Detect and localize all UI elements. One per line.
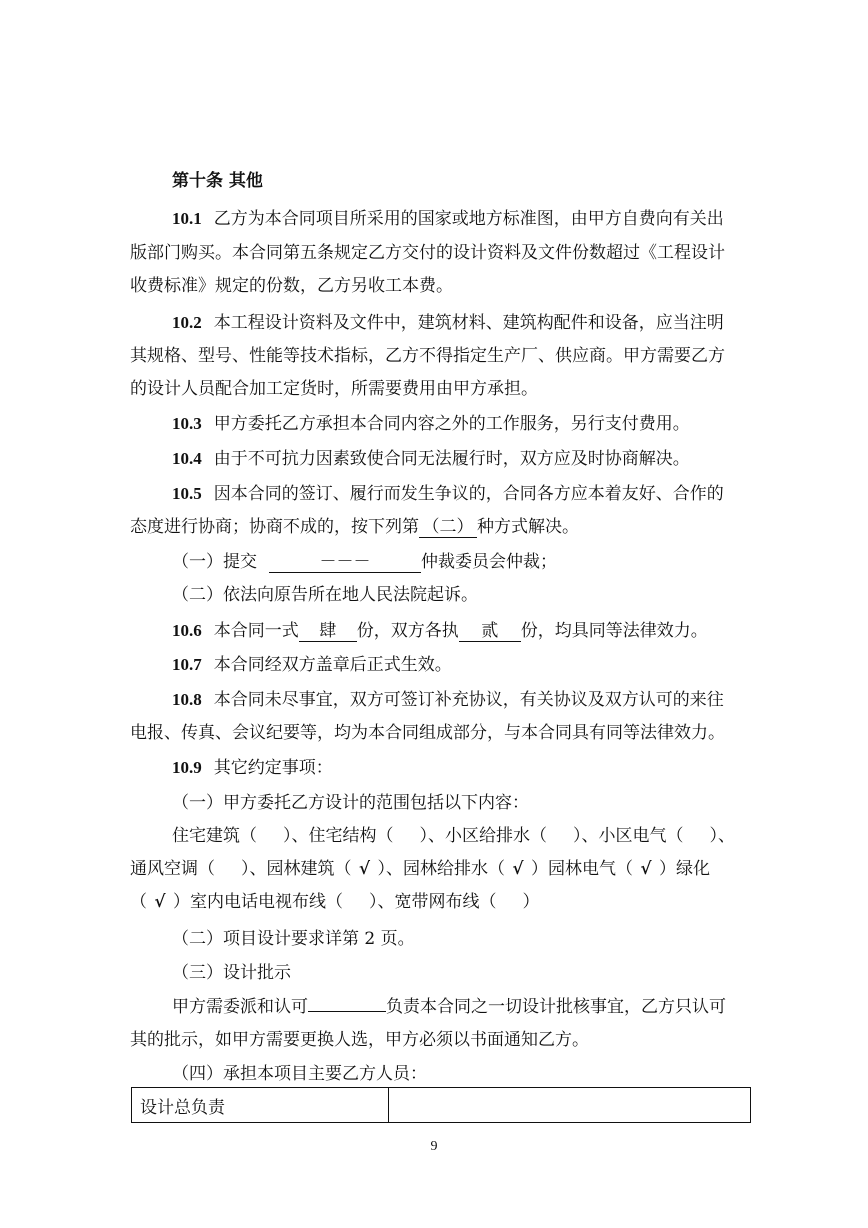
clause-10-5-line-2 [130, 516, 750, 538]
clause-text: 本合同未尽事宜，双方可签订补充协议，有关协议及双方认可的来往 [213, 690, 724, 710]
design-requirements: （二）项目设计要求详第 2 页。 [172, 929, 415, 949]
clause-text: 甲方委托乙方承担本合同内容之外的工作服务，另行支付费用。 [213, 414, 690, 434]
clause-number: 10.7 [172, 655, 202, 674]
staff-role-cell: 设计总负责 [132, 1088, 389, 1123]
scope-item-text: 通风空调（ [130, 859, 215, 879]
clause-number: 10.6 [172, 621, 202, 640]
dispute-method-choice: （二） [419, 517, 477, 538]
clause-10-1-line-3: 收费标准》规定的份数，乙方另收工本费。 [130, 276, 453, 296]
clause-text: 份，均具同等法律效力。 [520, 621, 708, 641]
scope-item-text: ）室内电话电视布线（ [173, 892, 343, 912]
clause-text: 本合同经双方盖章后正式生效。 [213, 655, 452, 675]
design-approval-line-2: 其的批示，如甲方需要更换人选，甲方必须以书面通知乙方。 [130, 1030, 589, 1050]
check-mark-icon: √ [640, 859, 652, 879]
scope-item-text: ）绿化 [659, 859, 710, 879]
clause-number: 10.5 [172, 484, 202, 503]
staff-title: （四）承担本项目主要乙方人员： [172, 1064, 427, 1084]
scope-item-text: ）、小区电气（ [573, 826, 684, 846]
approval-text: 甲方需委派和认可 [172, 997, 308, 1017]
design-approval-title: （三）设计批示 [172, 963, 291, 983]
clause-number: 10.9 [172, 758, 202, 777]
clause-10-2-line-2: 其规格、型号、性能等技术指标，乙方不得指定生产厂、供应商。甲方需要乙方 [130, 346, 725, 366]
scope-item-text: ）、园林给排水（ [377, 859, 505, 879]
clause-text: 份，双方各执 [356, 621, 459, 641]
total-copies-blank: 肆 [299, 621, 357, 642]
clause-number: 10.1 [172, 209, 202, 228]
design-scope-line-1 [172, 825, 792, 847]
clause-10-1-line-2: 版部门购买。本合同第五条规定乙方交付的设计资料及文件份数超过《工程设计 [130, 243, 725, 263]
clause-10-6 [172, 620, 750, 642]
clause-text: 本合同一式 [213, 621, 299, 641]
copies-each-blank: 贰 [459, 621, 521, 642]
clause-10-5 [172, 483, 750, 505]
clause-text: 由于不可抗力因素致使合同无法履行时，双方应及时协商解决。 [213, 449, 690, 469]
check-mark-icon: √ [512, 859, 524, 879]
option-text: 仲裁委员会仲裁； [421, 552, 557, 572]
design-scope-line-2 [130, 858, 750, 880]
clause-text: 本工程设计资料及文件中，建筑材料、建筑构配件和设备，应当注明 [213, 313, 724, 333]
clause-10-1 [172, 208, 750, 230]
design-approval-line-1 [172, 996, 750, 1018]
scope-item-text: ）、小区给排水（ [419, 826, 547, 846]
dispute-option-1 [172, 551, 750, 573]
design-scope-title: （一）甲方委托乙方设计的范围包括以下内容： [172, 793, 529, 813]
arbitration-committee-blank: －－－ [269, 552, 421, 573]
approval-text: 负责本合同之一切设计批核事宜，乙方只认可 [386, 997, 726, 1017]
scope-item-text: ）园林电气（ [531, 859, 633, 879]
clause-number: 10.8 [172, 690, 202, 709]
clause-text: 乙方为本合同项目所采用的国家或地方标准图，由甲方自费向有关出 [213, 209, 724, 229]
page-number: 9 [430, 1139, 438, 1154]
clause-10-3 [172, 413, 750, 435]
scope-item-text: （ [130, 892, 147, 912]
check-mark-icon: √ [154, 892, 166, 912]
clause-10-7 [172, 654, 750, 676]
scope-item-text: ）、住宅结构（ [283, 826, 394, 846]
clause-text: 种方式解决。 [477, 517, 579, 537]
dispute-option-2: （二）依法向原告所在地人民法院起诉。 [172, 585, 478, 605]
clause-10-2 [172, 312, 750, 334]
clause-text: 态度进行协商；协商不成的，按下列第 [130, 517, 419, 537]
scope-item-text: ）、宽带网布线（ [369, 892, 497, 912]
staff-table [131, 1087, 751, 1123]
clause-10-4 [172, 448, 750, 470]
clause-10-2-line-3: 的设计人员配合加工定货时，所需要费用由甲方承担。 [130, 379, 538, 399]
scope-item-text: ）、园林建筑（ [241, 859, 352, 879]
table-row [132, 1088, 751, 1123]
scope-item-text: 住宅建筑（ [172, 826, 257, 846]
clause-number: 10.3 [172, 414, 202, 433]
clause-10-8 [172, 689, 750, 711]
clause-text: 因本合同的签订、履行而发生争议的，合同各方应本着友好、合作的 [213, 484, 724, 504]
article-heading: 第十条 其他 [172, 171, 263, 191]
clause-10-8-line-2: 电报、传真、会议纪要等，均为本合同组成部分，与本合同具有同等法律效力。 [130, 723, 725, 743]
clause-number: 10.4 [172, 449, 202, 468]
scope-item-text: ） [522, 892, 540, 912]
check-mark-icon: √ [358, 859, 371, 879]
option-text: （一）提交 [172, 552, 257, 572]
clause-number: 10.2 [172, 313, 202, 332]
clause-text: 其它约定事项： [213, 758, 333, 778]
approver-blank [308, 1011, 386, 1012]
staff-name-cell [389, 1088, 751, 1123]
scope-item-text: ）、 [709, 826, 735, 846]
clause-10-9 [172, 757, 750, 779]
design-scope-line-3 [130, 891, 750, 913]
